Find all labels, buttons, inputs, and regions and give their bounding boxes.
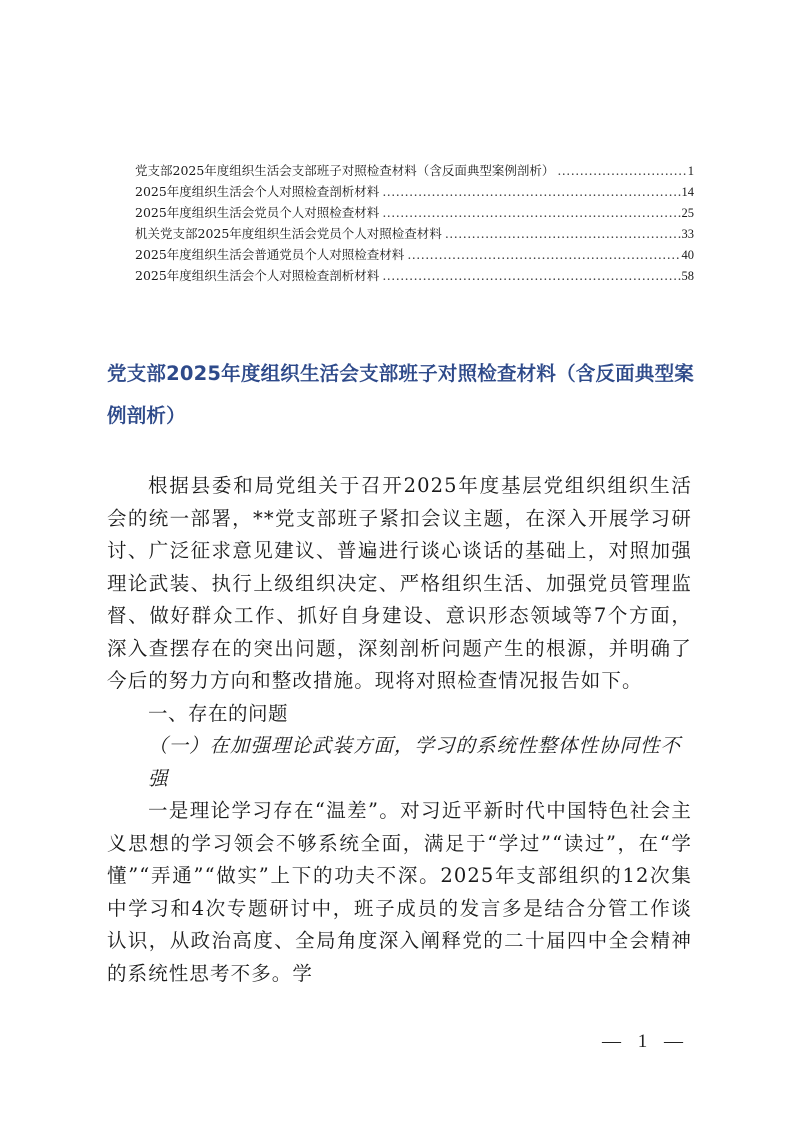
toc-entry-page: 25	[681, 206, 694, 220]
toc-entry[interactable]	[135, 223, 694, 244]
toc-entry-title: 2025年度组织生活会普通党员个人对照检查材料	[135, 247, 405, 262]
toc-leader-dots	[382, 181, 680, 202]
toc-entry-title: 2025年度组织生活会个人对照检查剖析材料	[135, 184, 380, 199]
toc-entry-page: 33	[681, 227, 694, 241]
toc-entry-page: 58	[681, 269, 694, 283]
toc-entry-title: 机关党支部2025年度组织生活会党员个人对照检查材料	[135, 226, 442, 241]
toc-entry-page: 40	[681, 248, 694, 262]
document-title: 党支部2025年度组织生活会支部班子对照检查材料（含反面典型案例剖析）	[107, 362, 694, 428]
toc-entry-title: 2025年度组织生活会个人对照检查剖析材料	[135, 268, 380, 283]
body-paragraph: 一是理论学习存在“温差”。对习近平新时代中国特色社会主义思想的学习领会不够系统全面，满足于“学过”“读过”，在“学懂”“弄通”“做实”上下的功夫不深。2025年支部组织的12次集中学习和4次专题研讨中，班子成员的发言多是结合分管工作谈认识，从政治高度、全局角度深入阐释党的二十届四中全会精神的系统性思考不多。学	[107, 799, 692, 985]
toc-entry[interactable]	[135, 181, 694, 202]
page-number: — 1 —	[602, 1031, 689, 1052]
table-of-contents	[135, 160, 694, 286]
toc-entry-page: 1	[687, 164, 694, 178]
toc-entry[interactable]	[135, 202, 694, 223]
section-heading: 一、存在的问题	[148, 701, 289, 725]
toc-leader-dots	[382, 265, 680, 286]
toc-entry-page: 14	[681, 185, 694, 199]
toc-entry[interactable]	[135, 265, 694, 286]
toc-entry[interactable]	[135, 160, 694, 181]
toc-leader-dots	[407, 244, 680, 265]
toc-leader-dots	[445, 223, 681, 244]
intro-paragraph: 根据县委和局党组关于召开2025年度基层党组织组织生活会的统一部署，**党支部班子紧扣会议主题，在深入开展学习研讨、广泛征求意见建议、普遍进行谈心谈话的基础上，对照加强理论武装、执行上级组织决定、严格组织生活、加强党员管理监督、做好群众工作、抓好自身建设、意识形态领域等7个方面，深入查摆存在的突出问题，深刻剖析问题产生的根源，并明确了今后的努力方向和整改措施。现将对照检查情况报告如下。	[107, 474, 692, 692]
toc-entry-title: 2025年度组织生活会党员个人对照检查材料	[135, 205, 380, 220]
document-body	[107, 470, 692, 990]
toc-entry[interactable]	[135, 244, 694, 265]
subsection-heading: （一）在加强理论武装方面，学习的系统性整体性协同性不强	[148, 734, 682, 790]
toc-entry-title: 党支部2025年度组织生活会支部班子对照检查材料（含反面典型案例剖析）	[135, 163, 555, 178]
toc-leader-dots	[382, 202, 680, 223]
toc-leader-dots	[557, 160, 686, 181]
